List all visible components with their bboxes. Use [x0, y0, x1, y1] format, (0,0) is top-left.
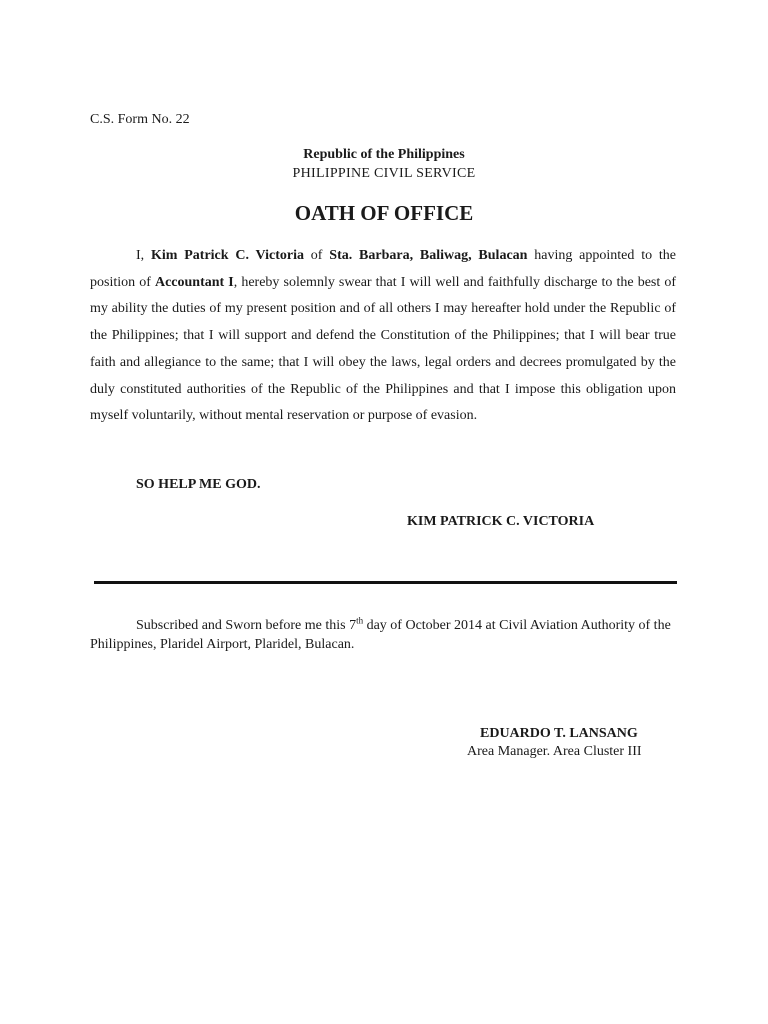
jurat-rest: day of October 2014 at Civil Aviation Authority of the Philippines, Plaridel Airport, Plaridel, Bulacan. [90, 618, 671, 652]
agency-heading: PHILIPPINE CIVIL SERVICE [292, 166, 476, 181]
affiant-name: Kim Patrick C. Victoria [150, 248, 304, 263]
oath-paragraph [90, 243, 676, 430]
oath-opening: I, [136, 248, 151, 263]
signature-divider [94, 581, 677, 584]
closing-phrase: SO HELP ME GOD. [136, 477, 261, 492]
oath-appointed-text: having appointed to the position of [90, 248, 676, 290]
jurat-lead: Subscribed and Sworn before me this 7 [136, 618, 357, 633]
oath-body-text: , hereby solemnly swear that I will well and faithfully discharge to the best of my ability the duties of my present position and of all others I may hereafter hold under the Republic of the Philippines; that I will support and defend the Constitution of the Philippines; that I will bear true faith and allegiance to the same; that I will obey the laws, legal orders and decrees promulgated by the duly constituted authorities of the Republic of the Philippines and that I impose this obligation upon myself voluntarily, without mental reservation or purpose of evasion. [90, 274, 677, 424]
oath-of-text: of [304, 248, 330, 263]
form-number: C.S. Form No. 22 [90, 112, 190, 127]
officer-title: Area Manager. Area Cluster III [467, 744, 642, 759]
affiant-signature-name: KIM PATRICK C. VICTORIA [407, 514, 595, 529]
jurat-paragraph [90, 617, 680, 654]
affiant-address: Sta. Barbara, Baliwag, Bulacan [329, 248, 528, 263]
document-title: OATH OF OFFICE [294, 201, 474, 225]
officer-name: EDUARDO T. LANSANG [480, 726, 638, 741]
republic-heading: Republic of the Philippines [303, 147, 465, 162]
position-title: Accountant I [154, 274, 234, 290]
jurat-ordinal-suffix: th [356, 615, 364, 626]
